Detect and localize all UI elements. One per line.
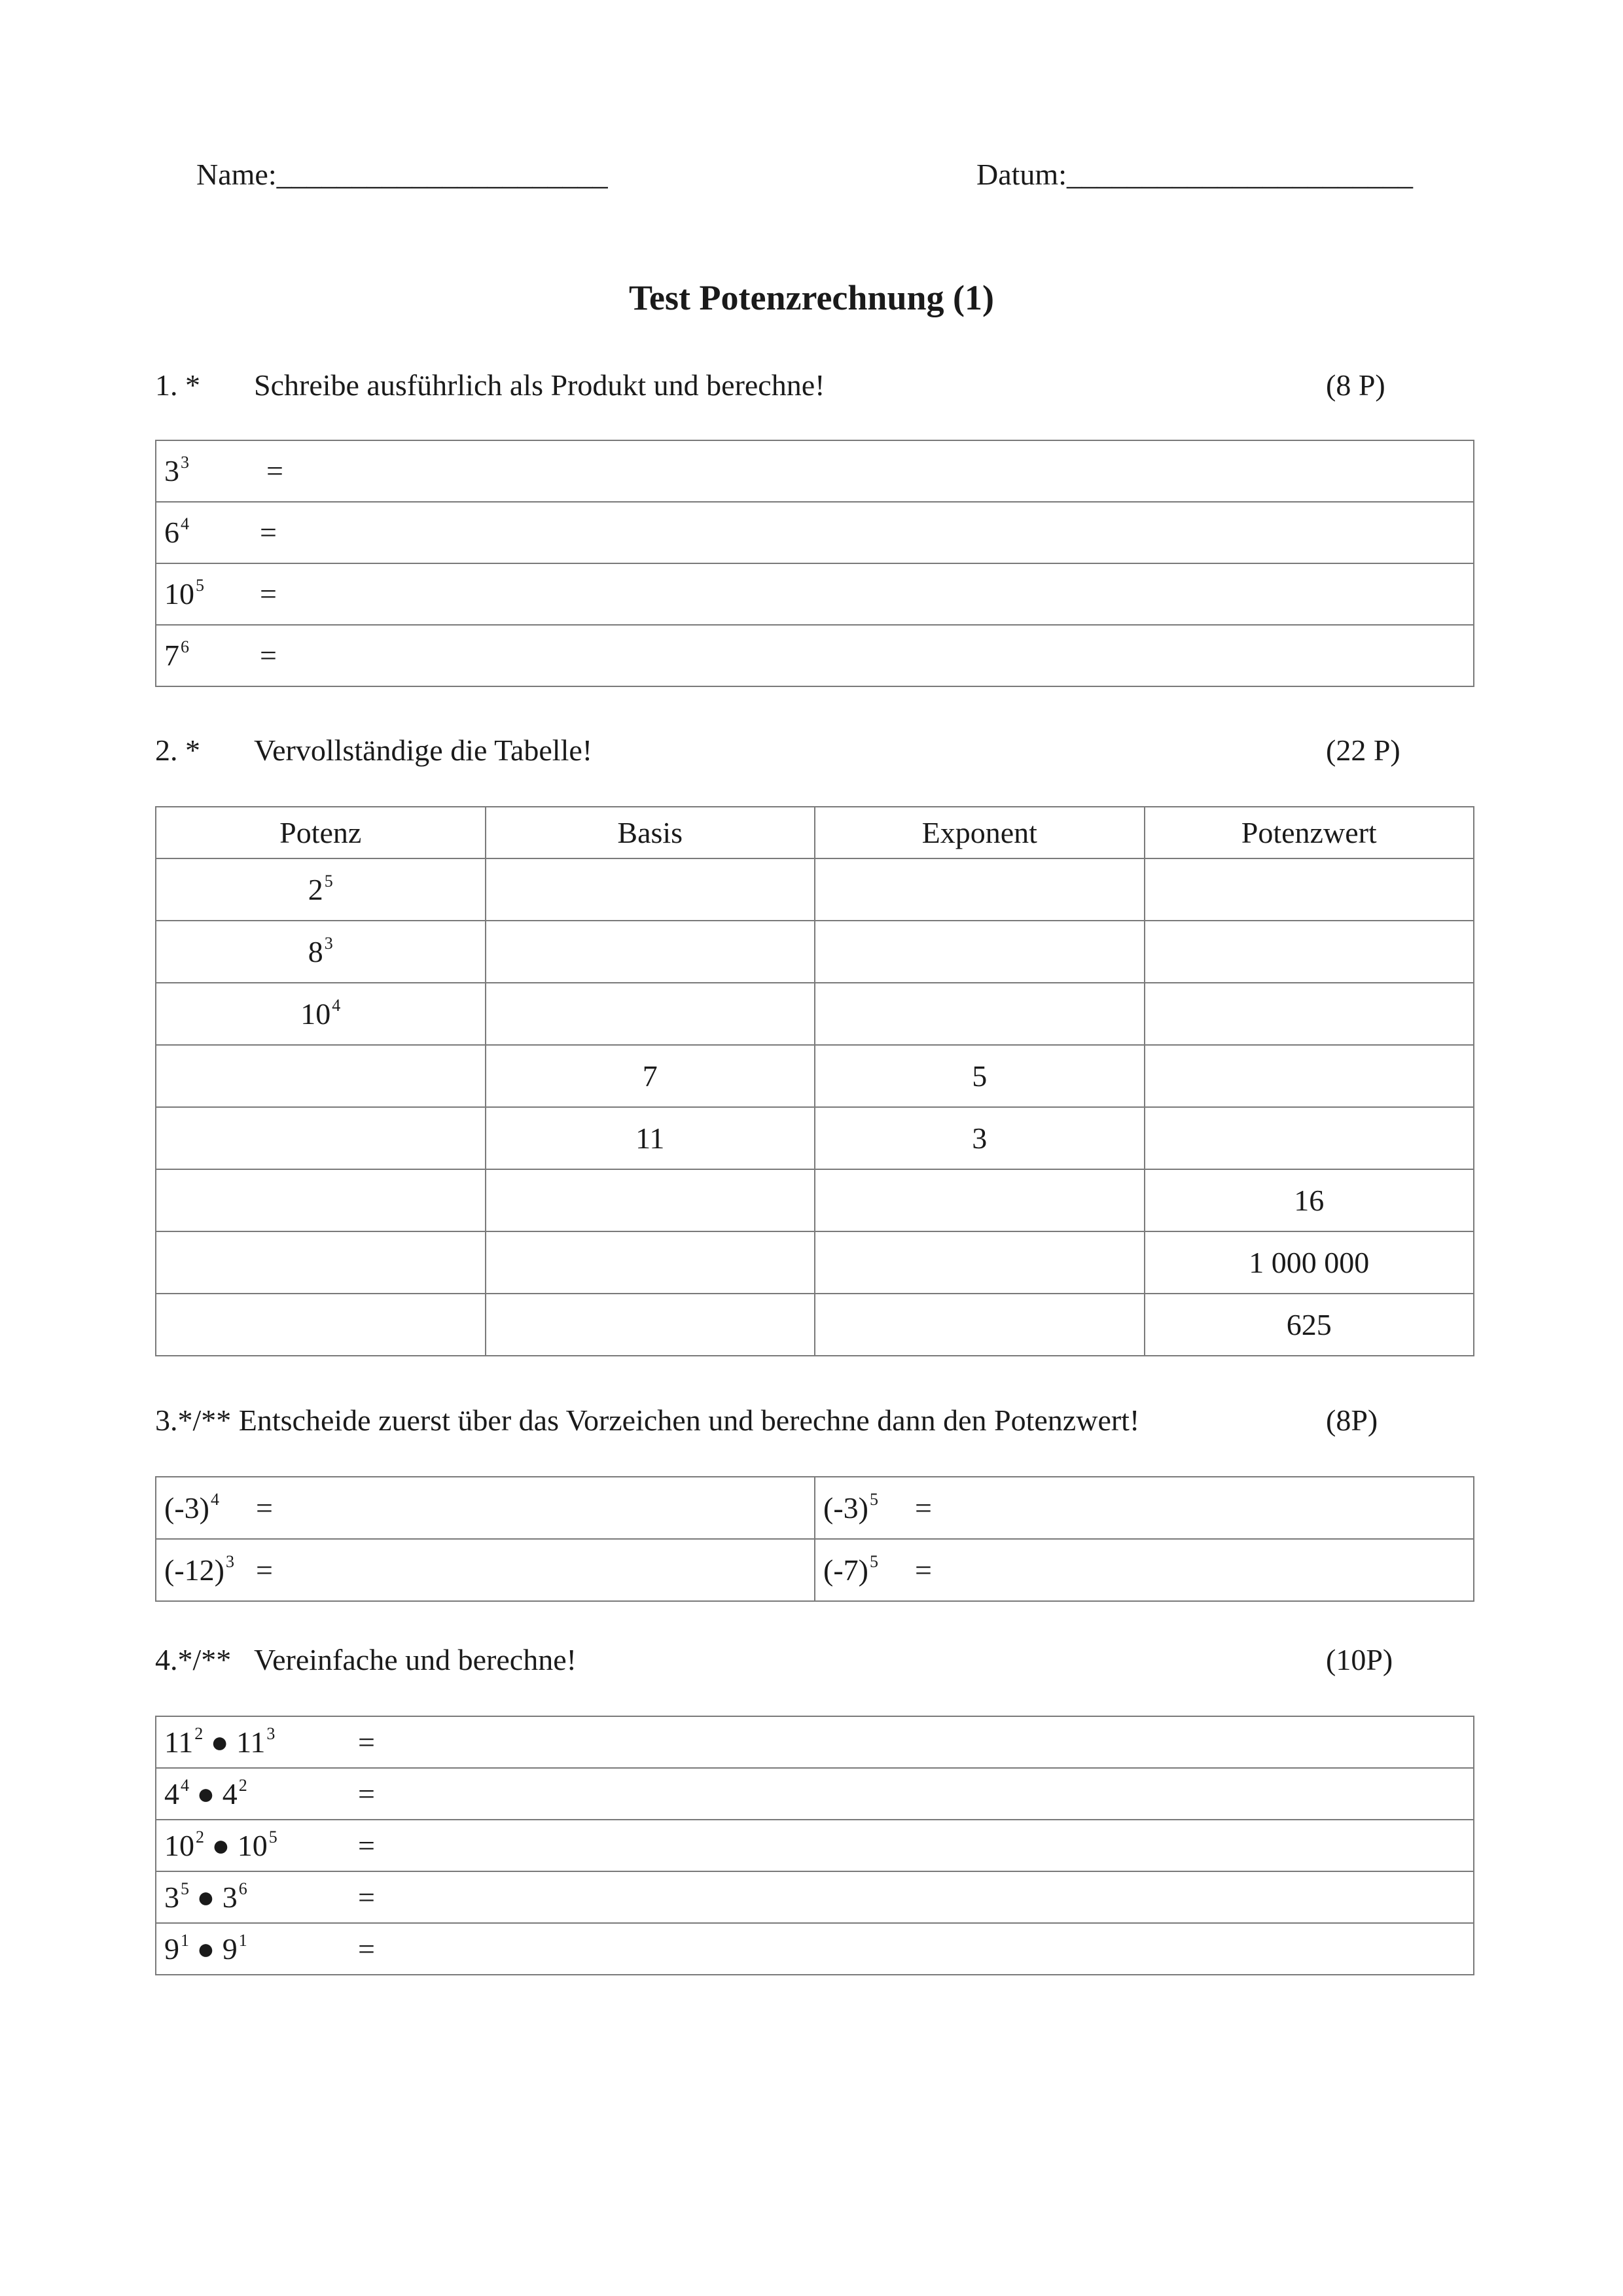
equals-sign: =	[358, 1725, 375, 1759]
answer-cell[interactable]	[815, 1477, 1474, 1539]
product-term: $3^5$ ● $3^6$	[164, 1879, 247, 1914]
answer-cell[interactable]	[156, 1871, 1474, 1923]
exponent-cell[interactable]: 5	[815, 1045, 1145, 1107]
basis-cell[interactable]	[486, 1169, 815, 1231]
task2-points: (22 P)	[1326, 733, 1400, 767]
equals-sign: =	[260, 516, 277, 549]
answer-cell[interactable]	[156, 1477, 815, 1539]
name-line[interactable]: ______________________	[276, 158, 608, 191]
table-row	[156, 1820, 1474, 1871]
power-term: $(-12)^3$	[164, 1551, 234, 1587]
potenz-cell[interactable]	[156, 1169, 486, 1231]
table-row	[156, 1231, 1474, 1294]
exponent-cell[interactable]	[815, 858, 1145, 921]
answer-cell[interactable]	[156, 1716, 1474, 1768]
task3-points: (8P)	[1326, 1404, 1378, 1437]
table-row	[156, 1923, 1474, 1975]
basis-cell[interactable]	[486, 858, 815, 921]
task4-points: (10P)	[1326, 1643, 1393, 1676]
table-row	[156, 1477, 1474, 1539]
header-potenzwert: Potenzwert	[1145, 807, 1474, 858]
exponent-cell[interactable]: 3	[815, 1107, 1145, 1169]
power-term: $(-3)^4$	[164, 1489, 219, 1525]
potenz-cell[interactable]	[156, 1294, 486, 1356]
power-term: $7^6$	[164, 637, 189, 672]
potenzwert-cell[interactable]: 1 000 000	[1145, 1231, 1474, 1294]
name-field[interactable]	[196, 160, 608, 190]
exponent-cell[interactable]	[815, 1294, 1145, 1356]
potenzwert-cell[interactable]: 625	[1145, 1294, 1474, 1356]
potenzwert-cell[interactable]	[1145, 1107, 1474, 1169]
task1-table	[155, 440, 1474, 687]
table-row	[156, 1768, 1474, 1820]
basis-cell[interactable]	[486, 1294, 815, 1356]
exponent-cell[interactable]	[815, 983, 1145, 1045]
answer-cell[interactable]	[156, 1768, 1474, 1820]
header-exponent: Exponent	[815, 807, 1145, 858]
answer-cell[interactable]	[156, 563, 1474, 625]
potenzwert-cell[interactable]	[1145, 858, 1474, 921]
equals-sign: =	[266, 454, 283, 487]
equals-sign: =	[256, 1553, 273, 1587]
table-row	[156, 858, 1474, 921]
table-row	[156, 1294, 1474, 1356]
date-field[interactable]	[976, 160, 1413, 190]
potenz-cell[interactable]: $2^5$	[156, 858, 486, 921]
table-row	[156, 983, 1474, 1045]
table-row	[156, 1539, 1474, 1601]
table-row	[156, 1107, 1474, 1169]
task1-instruction: Schreibe ausführlich als Produkt und berechne!	[254, 368, 825, 402]
product-term: $11^2$ ● $11^3$	[164, 1723, 276, 1759]
equals-sign: =	[260, 577, 277, 610]
task1-number: 1. *	[155, 368, 200, 402]
basis-cell[interactable]	[486, 1231, 815, 1294]
potenz-cell[interactable]	[156, 1107, 486, 1169]
product-term: $10^2$ ● $10^5$	[164, 1827, 277, 1862]
answer-cell[interactable]	[815, 1539, 1474, 1601]
answer-cell[interactable]	[156, 625, 1474, 686]
power-term: $(-7)^5$	[823, 1551, 878, 1587]
potenzwert-cell[interactable]	[1145, 983, 1474, 1045]
table-row	[156, 502, 1474, 563]
exponent-cell[interactable]	[815, 1231, 1145, 1294]
answer-cell[interactable]	[156, 440, 1474, 502]
basis-cell[interactable]: 7	[486, 1045, 815, 1107]
power-term: $6^4$	[164, 514, 189, 549]
task3-heading: 3.*/** Entscheide zuerst über das Vorzeichen und berechne dann den Potenzwert!	[155, 1404, 1140, 1437]
answer-cell[interactable]	[156, 1820, 1474, 1871]
task2-number: 2. *	[155, 733, 200, 767]
task3-table	[155, 1476, 1474, 1602]
name-label: Name:	[196, 158, 277, 191]
date-line[interactable]: _______________________	[1066, 158, 1413, 191]
equals-sign: =	[358, 1880, 375, 1914]
table-row	[156, 625, 1474, 686]
exponent-cell[interactable]	[815, 921, 1145, 983]
table-row	[156, 1045, 1474, 1107]
equals-sign: =	[915, 1553, 932, 1587]
power-term: $(-3)^5$	[823, 1489, 878, 1525]
power-term: $3^3$	[164, 453, 189, 487]
dot-operator: ●	[196, 1932, 215, 1966]
dot-operator: ●	[210, 1725, 229, 1759]
exponent-cell[interactable]	[815, 1169, 1145, 1231]
power-term: $10^5$	[164, 576, 204, 610]
equals-sign: =	[358, 1932, 375, 1966]
task1-points: (8 P)	[1326, 368, 1385, 402]
task2-instruction: Vervollständige die Tabelle!	[254, 733, 593, 767]
basis-cell[interactable]: 11	[486, 1107, 815, 1169]
potenz-cell[interactable]	[156, 1045, 486, 1107]
task4-number: 4.*/**	[155, 1643, 232, 1676]
table-row	[156, 440, 1474, 502]
dot-operator: ●	[196, 1880, 215, 1914]
task4-table	[155, 1716, 1474, 1975]
answer-cell[interactable]	[156, 1539, 815, 1601]
header-basis: Basis	[486, 807, 815, 858]
header-potenz: Potenz	[156, 807, 486, 858]
product-term: $4^4$ ● $4^2$	[164, 1775, 247, 1810]
equals-sign: =	[915, 1491, 932, 1525]
table-row	[156, 1871, 1474, 1923]
task2-table	[155, 806, 1474, 1356]
basis-cell[interactable]	[486, 983, 815, 1045]
potenzwert-cell[interactable]	[1145, 921, 1474, 983]
basis-cell[interactable]	[486, 921, 815, 983]
date-label: Datum:	[976, 158, 1067, 191]
table-row	[156, 921, 1474, 983]
answer-cell[interactable]	[156, 1923, 1474, 1975]
dot-operator: ●	[196, 1776, 215, 1810]
potenz-cell[interactable]: $8^3$	[156, 921, 486, 983]
equals-sign: =	[358, 1828, 375, 1862]
potenzwert-cell[interactable]: 16	[1145, 1169, 1474, 1231]
potenz-cell[interactable]	[156, 1231, 486, 1294]
potenzwert-cell[interactable]	[1145, 1045, 1474, 1107]
equals-sign: =	[358, 1776, 375, 1810]
table-row	[156, 1716, 1474, 1768]
table-header-row	[156, 807, 1474, 858]
task4-instruction: Vereinfache und berechne!	[254, 1643, 577, 1676]
product-term: $9^1$ ● $9^1$	[164, 1930, 247, 1966]
table-row	[156, 1169, 1474, 1231]
table-row	[156, 563, 1474, 625]
dot-operator: ●	[211, 1828, 230, 1862]
potenz-cell[interactable]: $10^4$	[156, 983, 486, 1045]
equals-sign: =	[256, 1491, 273, 1525]
equals-sign: =	[260, 639, 277, 672]
page-title: Test Potenzrechnung (1)	[629, 278, 994, 317]
answer-cell[interactable]	[156, 502, 1474, 563]
